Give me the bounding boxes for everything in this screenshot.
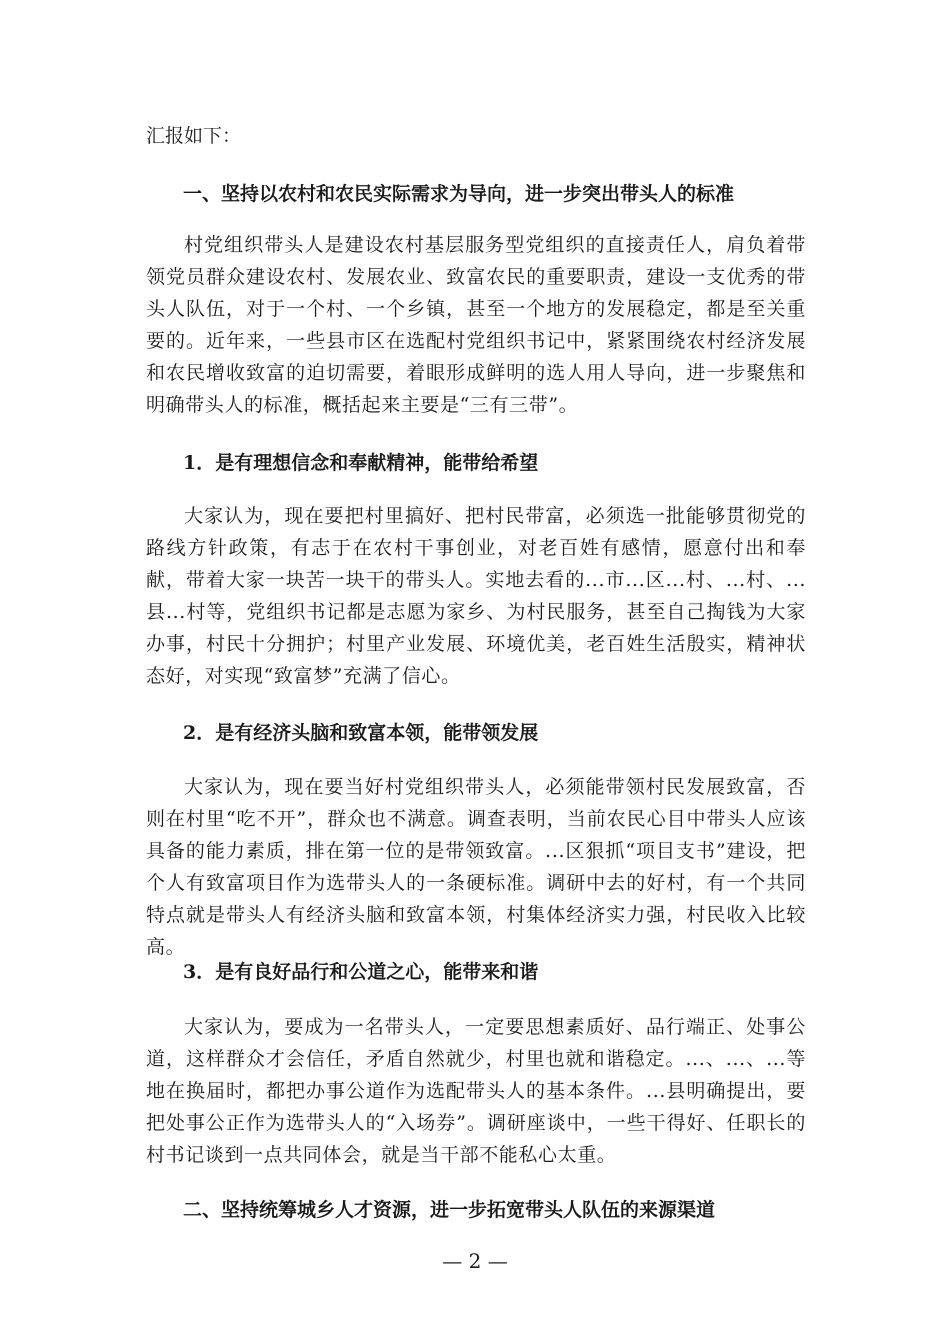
item-2-heading: 2．是有经济头脑和致富本领，能带领发展 — [183, 722, 539, 744]
item-2-paragraph: 大家认为，现在要当好村党组织带头人，必须能带领村民发展致富，否则在村里“吃不开”，群众也不满意。调查表明，当前农民心目中带头人应该具备的能力素质，排在第一位的是带领致富。...区狠抓“项目支书”建设，把个人有致富项目作为选带头人的一条硬标准。调研中去的好村，有一个共同特点就是带头人有经济头脑和致富本领，村集体经济实力强，村民收入比较高。 — [146, 776, 806, 958]
intro-text: 汇报如下： — [146, 125, 242, 147]
item-3-heading: 3．是有良好品行和公道之心，能带来和谐 — [183, 961, 539, 983]
item-1-paragraph: 大家认为，现在要把村里搞好、把村民带富，必须选一批能够贯彻党的路线方针政策，有志于在农村干事创业，对老百姓有感情，愿意付出和奉献，带着大家一块苦一块干的带头人。实地去看的...市...区...村、...村、...县...村等，党组织书记都是志愿为家乡、为村民服务，甚至自己掏钱为大家办事，村民十分拥护；村里产业发展、环境优美，老百姓生活殷实，精神状态好，对实现“致富梦”充满了信心。 — [146, 505, 806, 687]
page-number: — 2 — — [442, 1249, 508, 1273]
item-1-heading: 1．是有理想信念和奉献精神，能带给希望 — [183, 452, 539, 474]
section-1-heading: 一、坚持以农村和农民实际需求为导向，进一步突出带头人的标准 — [183, 183, 735, 205]
section-2-heading: 二、坚持统筹城乡人才资源，进一步拓宽带头人队伍的来源渠道 — [183, 1199, 716, 1221]
section-1-paragraph: 村党组织带头人是建设农村基层服务型党组织的直接责任人，肩负着带领党员群众建设农村、发展农业、致富农民的重要职责，建设一支优秀的带头人队伍，对于一个村、一个乡镇，甚至一个地方的发展稳定，都是至关重要的。近年来，一些县市区在选配村党组织书记中，紧紧围绕农村经济发展和农民增收致富的迫切需要，着眼形成鲜明的选人用人导向，进一步聚焦和明确带头人的标准，概括起来主要是“三有三带”。 — [146, 234, 806, 416]
item-3-paragraph: 大家认为，要成为一名带头人，一定要思想素质好、品行端正、处事公道，这样群众才会信任，矛盾自然就少，村里也就和谐稳定。...、...、...等地在换届时，都把办事公道作为选配带头人的基本条件。...县明确提出，要把处事公正作为选带头人的“入场券”。调研座谈中，一些干得好、任职长的村书记谈到一点共同体会，就是当干部不能私心太重。 — [146, 1016, 806, 1166]
